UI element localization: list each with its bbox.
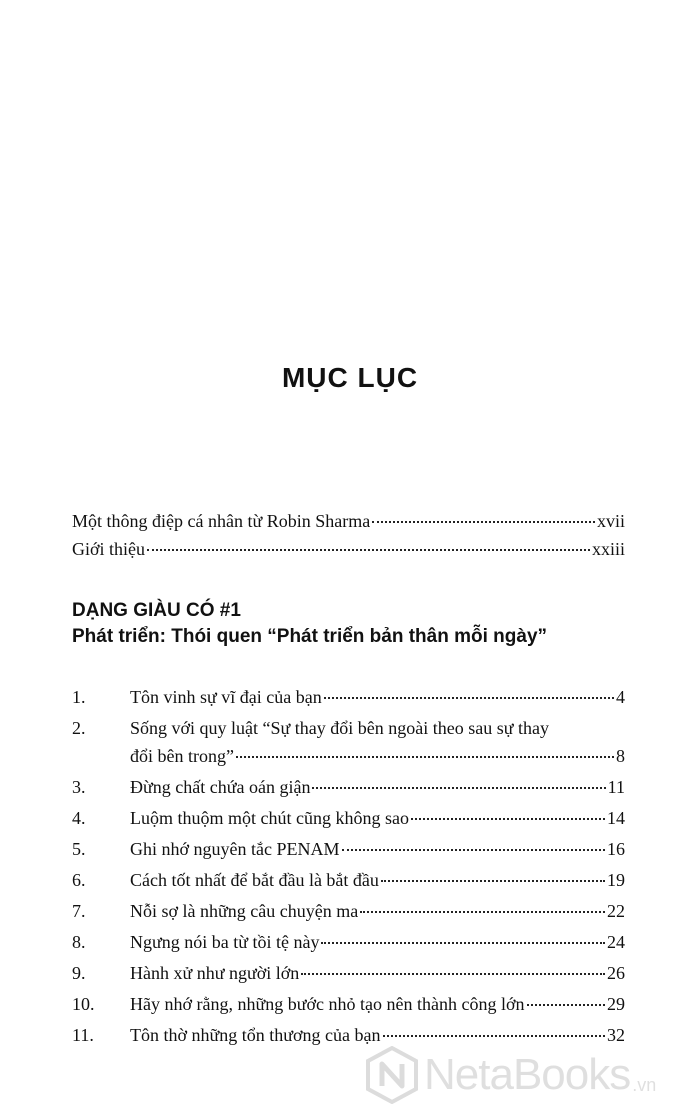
chapter-title: Hành xử như người lớn: [130, 963, 300, 983]
chapter-page: 16: [607, 839, 625, 859]
chapter-entry: [72, 1021, 625, 1049]
chapter-number: 4.: [72, 808, 86, 828]
section-title: DẠNG GIÀU CÓ #1: [72, 600, 241, 621]
section-heading: [72, 598, 632, 650]
chapter-title: Tôn thờ những tổn thương của bạn: [130, 1025, 381, 1045]
chapter-entry: [72, 683, 625, 711]
dot-leader: [236, 756, 614, 758]
chapter-page: 24: [607, 932, 625, 952]
chapter-number: 6.: [72, 870, 86, 890]
chapter-number: 2.: [72, 718, 86, 738]
dot-leader: [301, 973, 605, 975]
front-matter: [72, 510, 625, 566]
chapter-page: 26: [607, 963, 625, 983]
dot-leader: [411, 818, 605, 820]
dot-leader: [312, 787, 605, 789]
dot-leader: [381, 880, 605, 882]
dot-leader: [360, 911, 605, 913]
chapter-number: 9.: [72, 963, 86, 983]
chapter-title: Đừng chất chứa oán giận: [130, 777, 311, 797]
chapter-title: Cách tốt nhất để bắt đầu là bắt đầu: [130, 870, 379, 890]
chapter-number: 7.: [72, 901, 86, 921]
chapter-page: 19: [607, 870, 625, 890]
dot-leader: [527, 1004, 606, 1006]
chapter-page: 4: [616, 687, 625, 707]
chapter-title: Ghi nhớ nguyên tắc PENAM: [130, 839, 340, 859]
chapter-number: 10.: [72, 994, 95, 1014]
section-subtitle: Phát triển: Thói quen “Phát triển bản thân mỗi ngày”: [72, 626, 548, 647]
chapter-title: Luộm thuộm một chút cũng không sao: [130, 808, 409, 828]
chapter-number: 5.: [72, 839, 86, 859]
dot-leader: [383, 1035, 605, 1037]
toc-entry-page: xvii: [596, 511, 625, 531]
chapter-title: Tôn vinh sự vĩ đại của bạn: [130, 687, 322, 707]
chapter-title: Hãy nhớ rằng, những bước nhỏ tạo nên thành công lớn: [130, 994, 525, 1014]
dot-leader: [147, 549, 590, 551]
watermark-suffix: .vn: [632, 1075, 657, 1095]
dot-leader: [324, 697, 614, 699]
watermark-brand: NetaBooks: [424, 1050, 631, 1099]
chapter-page: 29: [607, 994, 625, 1014]
chapter-number: 8.: [72, 932, 86, 952]
chapter-entry: [72, 897, 625, 925]
dot-leader: [321, 942, 605, 944]
chapter-number: 11.: [72, 1025, 94, 1045]
page-title: MỤC LỤC: [281, 362, 419, 393]
chapter-entry: [72, 835, 625, 863]
watermark: [366, 1046, 656, 1104]
chapter-title: Nỗi sợ là những câu chuyện ma: [130, 901, 359, 921]
chapter-page: 11: [607, 777, 625, 797]
chapter-entry: [72, 804, 625, 832]
chapter-number: 1.: [72, 687, 86, 707]
toc-entry-page: xxiii: [591, 539, 625, 559]
dot-leader: [342, 849, 606, 851]
netabooks-logo-icon: [366, 1046, 418, 1104]
toc-entry-message: [72, 510, 625, 538]
chapter-title: đổi bên trong”: [130, 746, 234, 766]
chapter-list: [72, 683, 625, 1052]
chapter-entry: [72, 990, 625, 1018]
chapter-page: 14: [607, 808, 625, 828]
chapter-entry: [72, 928, 625, 956]
chapter-entry: [72, 866, 625, 894]
chapter-title: Ngưng nói ba từ tồi tệ này: [130, 932, 320, 952]
toc-entry-text: Một thông điệp cá nhân từ Robin Sharma: [72, 511, 371, 531]
toc-entry-text: Giới thiệu: [72, 539, 146, 559]
chapter-entry: [72, 959, 625, 987]
chapter-title-line1: Sống với quy luật “Sự thay đổi bên ngoài theo sau sự thay: [130, 718, 549, 738]
toc-entry-introduction: [72, 538, 625, 566]
chapter-page: 8: [616, 746, 625, 766]
chapter-entry: [72, 773, 625, 801]
chapter-page: 22: [607, 901, 625, 921]
chapter-entry: [72, 714, 625, 770]
chapter-page: 32: [607, 1025, 625, 1045]
dot-leader: [372, 521, 595, 523]
chapter-number: 3.: [72, 777, 86, 797]
